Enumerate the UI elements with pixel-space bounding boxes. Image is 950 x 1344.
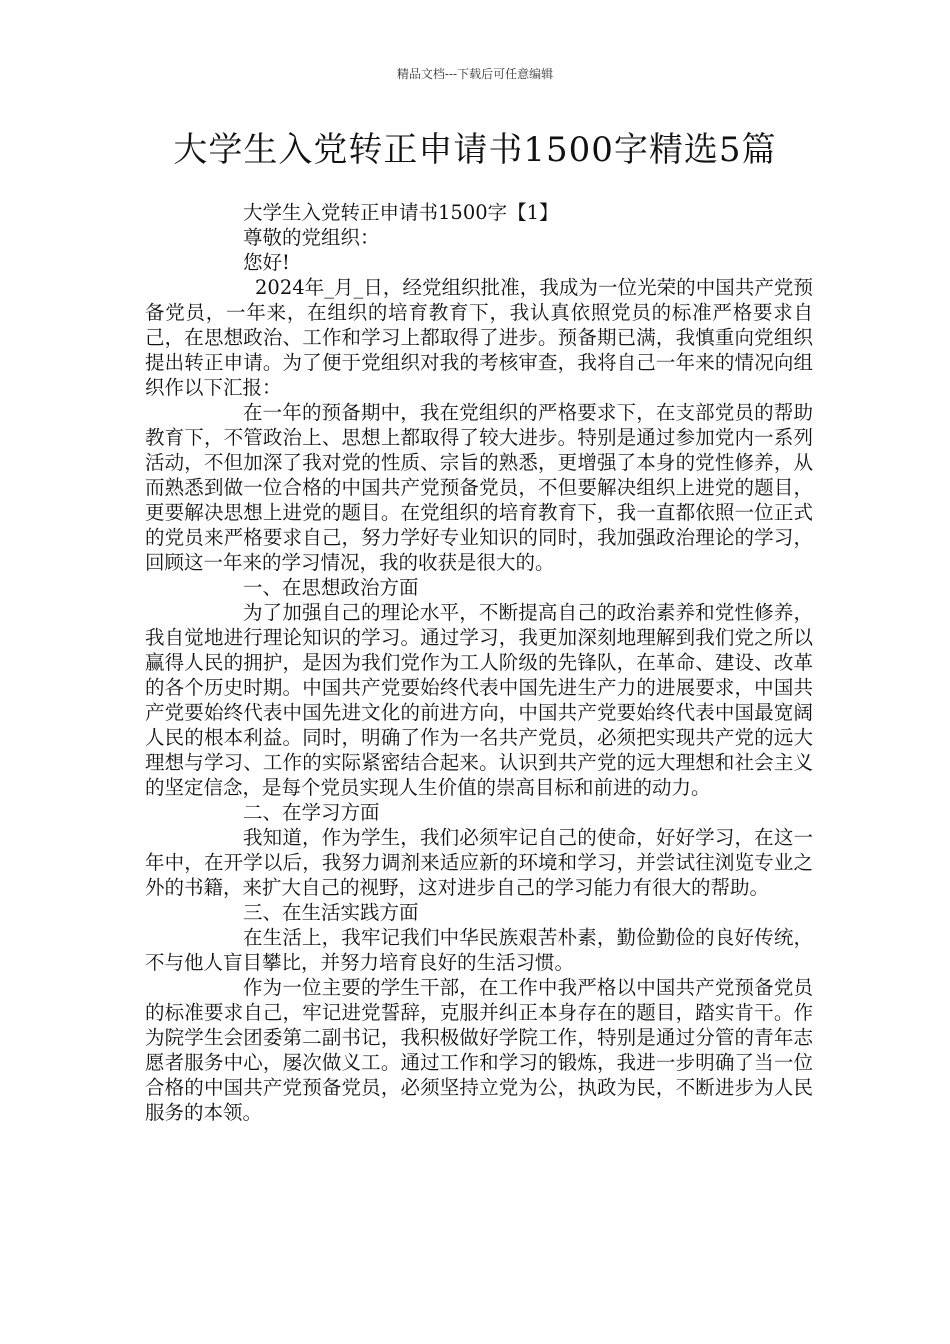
heading-life-practice: 三、在生活实践方面 [243,901,419,924]
paragraph-life: 在生活上，我牢记我们中华民族艰苦朴素，勤俭勤俭的良好传统，不与他人盲目攀比，并努力培育良好的生活习惯。 [145,926,813,974]
paragraph-work: 作为一位主要的学生干部，在工作中我严格以中国共产党预备党员的标准要求自己，牢记进党誓辞，克服并纠正本身存在的题目，踏实肯干。作为院学生会团委第二副书记，我积极做好学院工作，特别是通过分管的青年志愿者服务中心，屡次做义工。通过工作和学习的锻炼，我进一步明确了当一位合格的中国共产党预备党员，必须坚持立党为公，执政为民，不断进步为人民服务的本领。 [145,976,813,1124]
salutation: 尊敬的党组织： [243,226,380,249]
paragraph-intro: 2024年_月_日，经党组织批准，我成为一位光荣的中国共产党预备党员，一年来，在组织的培育教育下，我认真依照党员的标准严格要求自己，在思想政治、工作和学习上都取得了进步。预备期已满，我慎重向党组织提出转正申请。为了便于党组织对我的考核审查，我将自己一年来的情况向组织作以下汇报： [145,276,813,399]
paragraph-politics: 为了加强自己的理论水平，不断提高自己的政治素养和党性修养，我自觉地进行理论知识的学习。通过学习，我更加深刻地理解到我们党之所以赢得人民的拥护，是因为我们党作为工人阶级的先锋队，在革命、建设、改革的各个历史时期。中国共产党要始终代表中国先进生产力的进展要求，中国共产党要始终代表中国先进文化的前进方向，中国共产党要始终代表中国最宽阔人民的根本利益。同时，明确了作为一名共产党员，必须把实现共产党的远大理想与学习、工作的实际紧密结合起来。认识到共产党的远大理想和社会主义的坚定信念，是每个党员实现人生价值的崇高目标和前进的动力。 [145,601,813,799]
document-body [145,200,813,1125]
heading-study: 二、在学习方面 [243,801,380,824]
greeting: 您好! [243,251,290,274]
section-subtitle: 大学生入党转正申请书1500字【1】 [243,201,559,224]
paragraph-probation: 在一年的预备期中，我在党组织的严格要求下，在支部党员的帮助教育下，不管政治上、思想上都取得了较大进步。特别是通过参加党内一系列活动，不但加深了我对党的性质、宗旨的熟悉，更增强了本身的党性修养，从而熟悉到做一位合格的中国共产党预备党员，不但要解决组织上进党的题目，更要解决思想上进党的题目。在党组织的培育教育下，我一直都依照一位正式的党员来严格要求自己，努力学好专业知识的同时，我加强政治理论的学习，回顾这一年来的学习情况，我的收获是很大的。 [145,401,813,574]
paragraph-study: 我知道，作为学生，我们必须牢记自己的使命，好好学习，在这一年中，在开学以后，我努力调剂来适应新的环境和学习，并尝试往浏览专业之外的书籍，来扩大自己的视野，这对进步自己的学习能力有很大的帮助。 [145,826,813,899]
page-header: 精品文档---下载后可任意编辑 [396,67,554,81]
document-title: 大学生入党转正申请书1500字精选5篇 [173,130,777,170]
heading-politics: 一、在思想政治方面 [243,576,419,599]
